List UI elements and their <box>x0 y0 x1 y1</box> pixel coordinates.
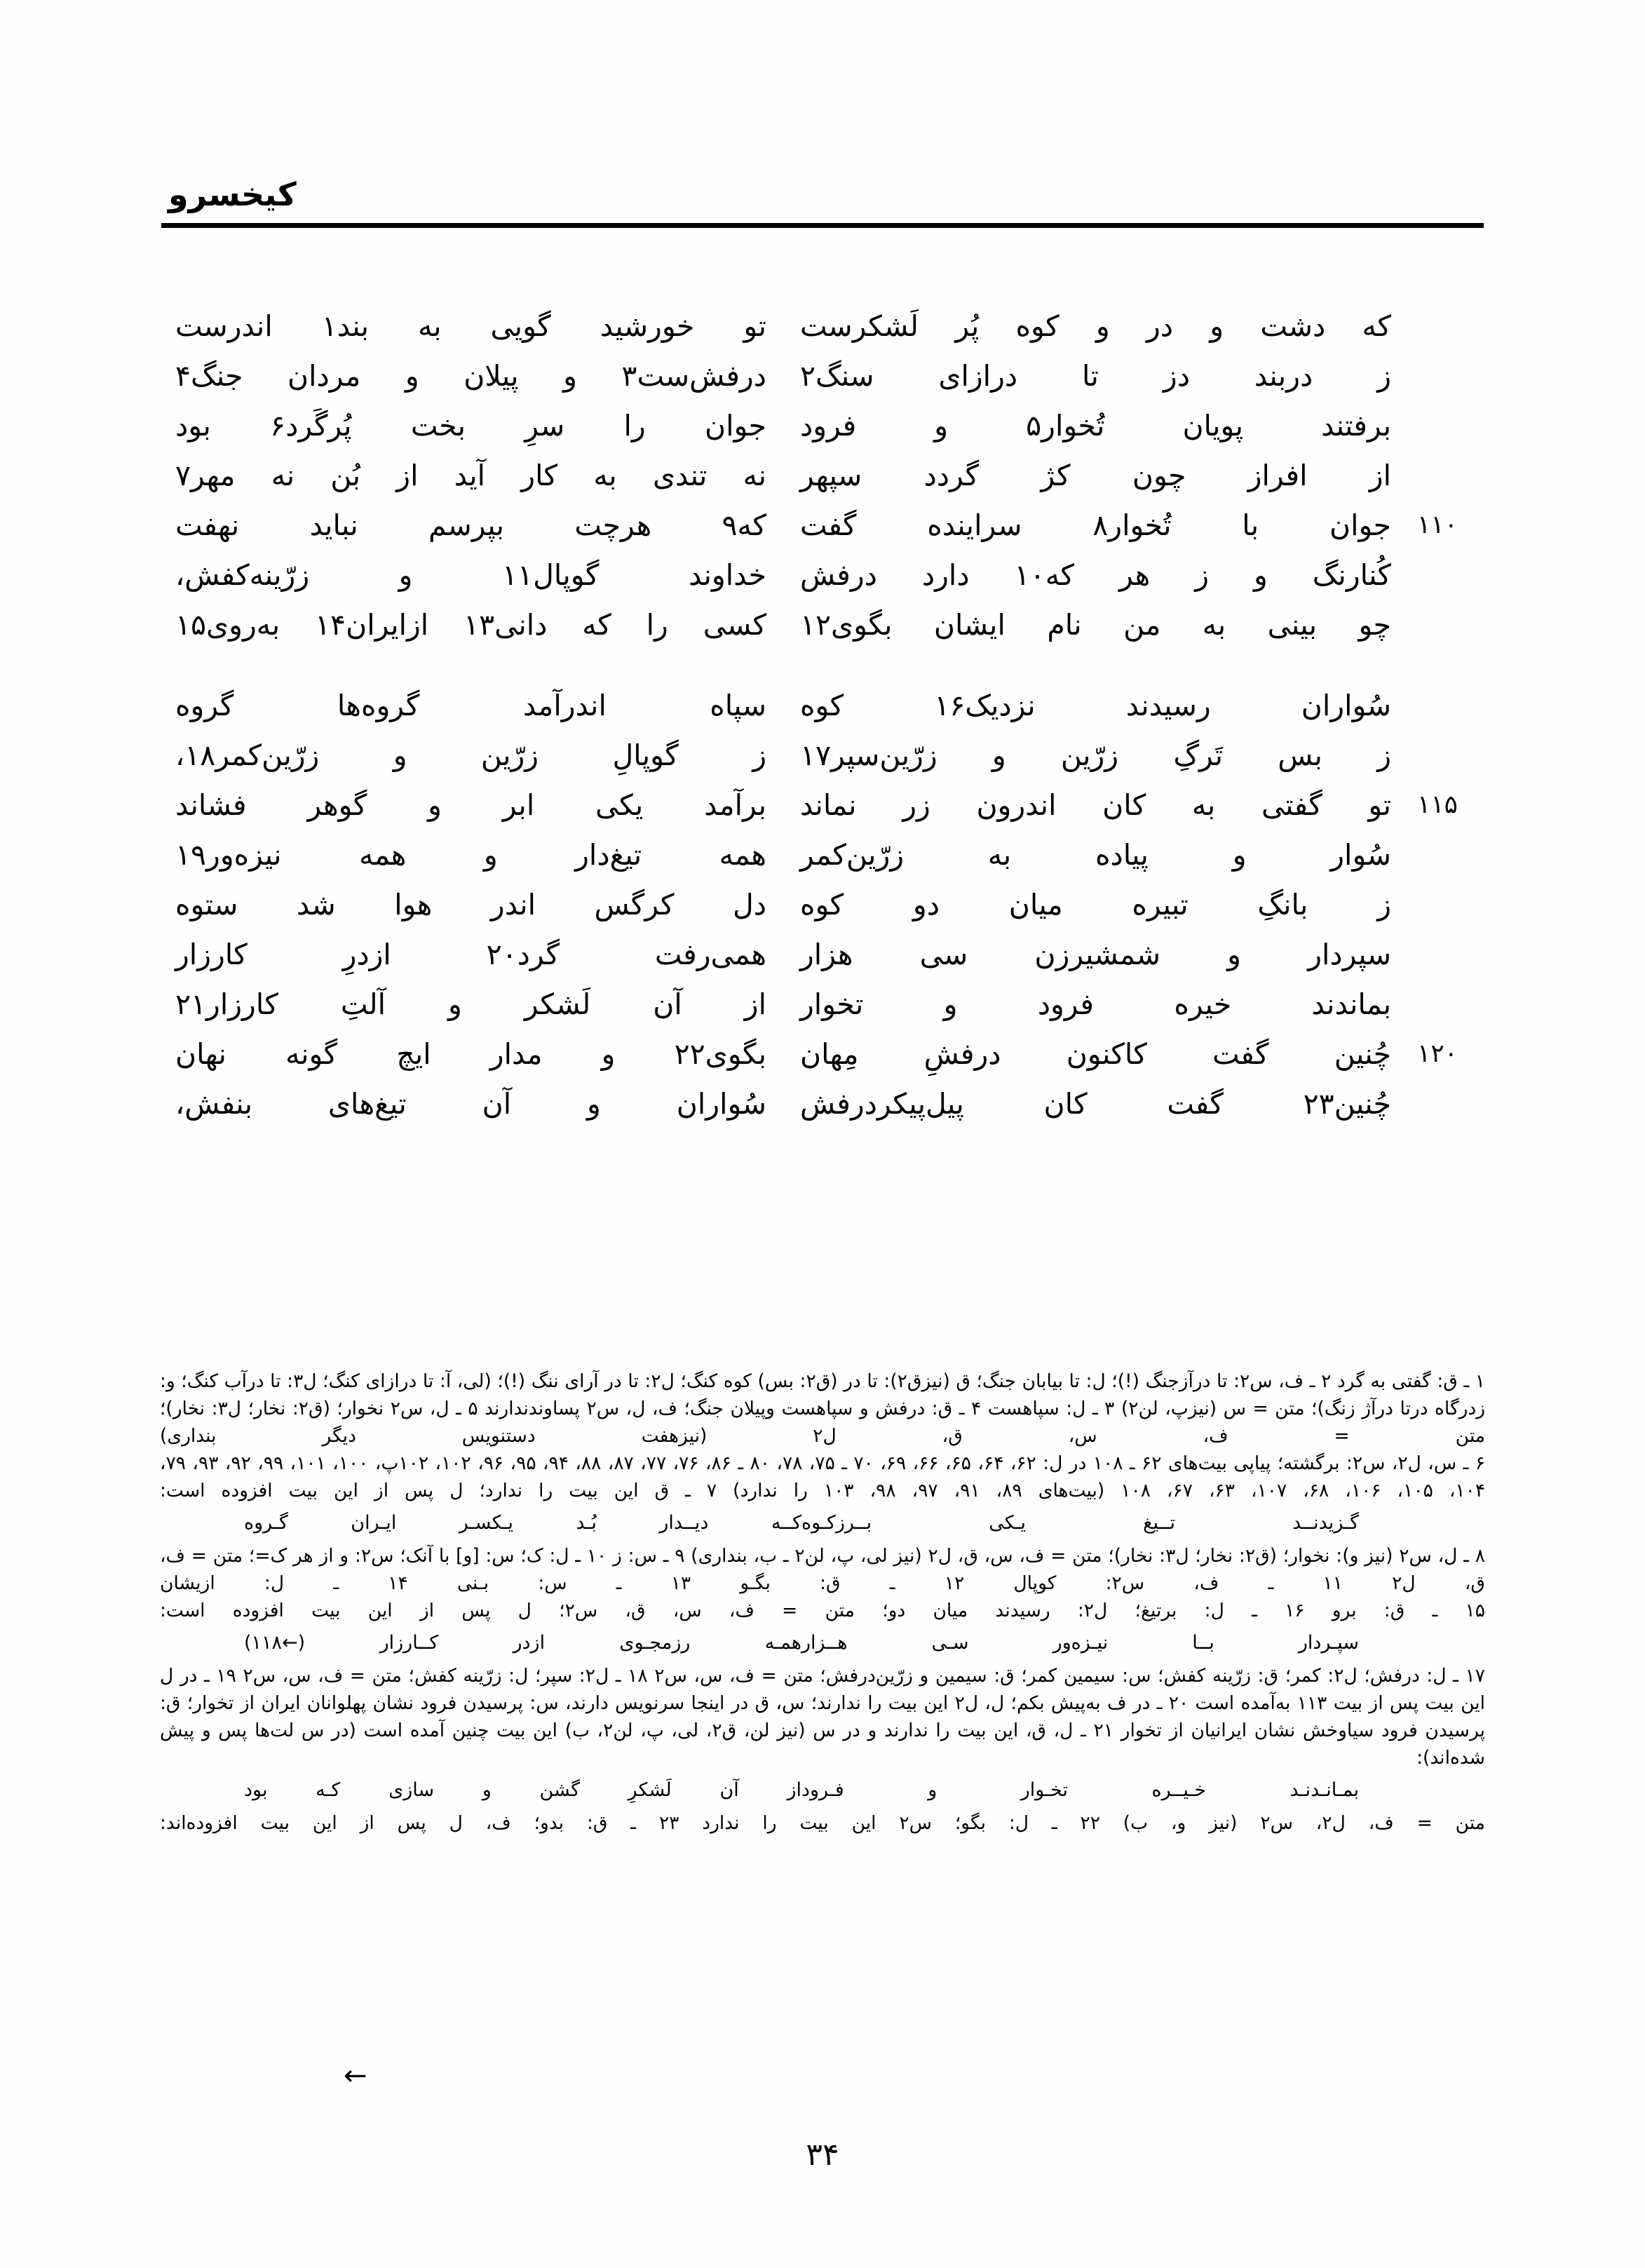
verse-line <box>175 980 1484 1030</box>
verse-number <box>1391 681 1484 691</box>
verse-line <box>175 600 1484 650</box>
hemistich-first: ز دربند دز تا درازای سنگ۲ <box>800 359 1391 393</box>
verse-line <box>175 830 1484 880</box>
hemistich-second: برآمد یکی ابر و گوهر فشاند <box>175 788 766 822</box>
verse-number: ۱۱۵ <box>1416 790 1458 819</box>
header-rule <box>161 223 1484 228</box>
footnote-entry: متن = ف، ل۲، س۲ (نیز و، ب) ۲۲ ـ ل: بگو؛ س۲ این بیت را ندارد ۲۳ ـ ق: بدو؛ ف، ل پس از این بیت افزوده‌اند: <box>160 1812 1486 1834</box>
verse-number <box>1391 401 1484 411</box>
verse-line <box>175 681 1484 731</box>
verse-line <box>175 1030 1484 1079</box>
hemistich-first: سُواران رسیدند نزدیک۱۶ کوه <box>800 689 1391 722</box>
hemistich-first: برفتند پویان تُخوار۵ و فرود <box>800 409 1391 443</box>
verse-line <box>175 880 1484 930</box>
verse-stanza <box>175 681 1484 1129</box>
verse-line <box>175 930 1484 980</box>
verse-line <box>175 731 1484 781</box>
footnote-entry: ۱ ـ ق: گفتی به گرد ۲ ـ ف، س۲: تا درآزجنگ (!)؛ ل: تا بیابان جنگ؛ ق (نیزق۲): تا در (ق۲: بس) کوه کنگ؛ ل۲: تا در آرای ننگ (!)؛ (لی، آ: تا درازای کنگ؛ ل۳: تا درآب کنگ؛ و: زدرگاه درتا درآژ زنگ)؛ متن = س (نیزپ، لن۲) ۳ ـ ل: سپاهست ۴ ـ ق: درفش و سپاهست وپیلان جنگ؛ ف، ل، س۲ پساوندندارند ۵ ـ ل، س۲ نخوار؛ (ق۲: نخار؛ ل۳: نخار)؛ متن = ف، س، ق، ل۲ (نیزهفت دستنویس دیگر بنداری) <box>160 1370 1486 1447</box>
footnote-hemistich-second: از آن لَشکرِ گشن و سازی کـه بود <box>244 1779 801 1801</box>
footnote-variant-verse <box>160 1627 1485 1659</box>
hemistich-first: کُنارنگ و ز هر که۱۰ دارد درفش <box>800 558 1391 592</box>
verse-body <box>175 302 1484 1160</box>
hemistich-second: دل کرگس اندر هوا شد ستوه <box>175 888 766 922</box>
verse-line <box>175 302 1484 351</box>
verse-line <box>175 451 1484 501</box>
verse-number <box>1391 600 1484 610</box>
hemistich-second: درفش‌ست۳ و پیلان و مردان جنگ۴ <box>175 359 766 393</box>
hemistich-first: تو گفتی به کان اندرون زر نماند <box>800 788 1391 822</box>
verse-line <box>175 551 1484 600</box>
verse-number <box>1391 1079 1484 1089</box>
footnote-variant-verse <box>160 1774 1485 1807</box>
verse-line <box>175 351 1484 401</box>
verse-number <box>1391 930 1484 940</box>
hemistich-first: چو بینی به من نام ایشان بگوی۱۲ <box>800 608 1391 642</box>
hemistich-second: نه تندی به کار آید از بُن نه مهر۷ <box>175 459 766 492</box>
page-number: ۳۴ <box>806 2137 839 2173</box>
hemistich-second: تو خورشید گویی به بند۱ اندرست <box>175 309 766 343</box>
verse-number <box>1391 551 1484 560</box>
verse-line <box>175 1079 1484 1129</box>
hemistich-second: جوان را سرِ بخت پُرگَرد۶ بود <box>175 409 766 443</box>
footnote-hemistich-first: گـزیدنــد تــیغ یـکی بــرزکـوه <box>801 1512 1359 1534</box>
verse-line <box>175 501 1484 551</box>
footnote-entry: ۱۵ ـ ق: برو ۱۶ ـ ل: برتیغ؛ ل۲: رسیدند میان دو؛ متن = ف، س، ق، س۲؛ ل پس از این بیت افزوده است: <box>160 1600 1486 1621</box>
hemistich-second: همی‌رفت گرد۲۰ ازدرِ کارزار <box>175 938 766 971</box>
footnote-entry: ۱۷ ـ ل: درفش؛ ل۲: کمر؛ ق: زرّینه کفش؛ س: سیمین کمر؛ ق: سیمین و زرّین‌درفش؛ متن = ف، س، س۲ ۱۸ ـ ل۲: سپر؛ ل: زرّینه کفش؛ متن = ف، س، س۲ ۱۹ ـ در ل این بیت پس از بیت ۱۱۳ به‌آمده است ۲۰ ـ در ف به‌پیش بکم؛ ل، ل۲ این بیت را ندارند؛ س، ق در اینجا سرنویس دارند، س: پرسیدن فرود نشان پهلوانان ایران از تخوار؛ ق: پرسیدن فرود سیاوخش نشان ایرانیان از تخوار ۲۱ ـ ل، ق، این بیت را ندارند و در س (نیز لن، ق۲، لی، پ، لن۲، ب) این بیت چنین آمده است (در س لت‌ها پس و پیش شده‌اند): <box>160 1665 1486 1769</box>
verse-number <box>1391 302 1484 311</box>
hemistich-second: از آن لَشکر و آلتِ کارزار۲۱ <box>175 987 766 1021</box>
hemistich-second: همه تیغ‌دار و همه نیزه‌ور۱۹ <box>175 838 766 872</box>
hemistich-first: سُوار و پیاده به زرّین‌کمر <box>800 838 1391 872</box>
verse-number <box>1391 731 1484 741</box>
verse-stanza <box>175 302 1484 650</box>
hemistich-first: که دشت و در و کوه پُر لَشکرست <box>800 309 1391 343</box>
hemistich-first: جوان با تُخوار۸ سراینده گفت <box>800 508 1391 542</box>
verse-number <box>1391 880 1484 890</box>
footnote-hemistich-second: همـه رزمجـوی ازدر کــارزار (←۱۱۸) <box>244 1632 801 1654</box>
footnote-entry: ۶ ـ س، ل۲، س۲: برگشته؛ پیاپی بیت‌های ۶۲ ـ ۱۰۸ در ل: ۶۲، ۶۴، ۶۵، ۶۶، ۶۹، ۷۰ ـ ۷۵، ۷۸، ۸۰ ـ ۸۶، ۷۶، ۷۷، ۸۷، ۸۸، ۹۴، ۹۵، ۹۶، ۱۰۲، ۱۰۲پ، ۱۰۰، ۱۰۱، ۹۹، ۹۲، ۹۳، ۷۹، ۱۰۴، ۱۰۵، ۱۰۶، ۶۸، ۱۰۷، ۶۳، ۶۷، ۱۰۸ (بیت‌های ۸۹، ۹۱، ۹۷، ۹۸، ۱۰۳ را ندارد) ۷ ـ ق این بیت را ندارد؛ ل پس از این بیت افزوده است: <box>160 1452 1486 1501</box>
verse-line <box>175 781 1484 830</box>
footnote-hemistich-first: بمـانـدنـد خـیــره تخـوار و فـرود <box>801 1779 1359 1801</box>
hemistich-second: سپاه اندرآمد گروه‌ها گروه <box>175 689 766 722</box>
running-title: کیخسرو <box>168 175 297 213</box>
verse-number <box>1391 980 1484 990</box>
verse-number <box>1391 451 1484 461</box>
hemistich-first: بماندند خیره فرود و تخوار <box>800 987 1391 1021</box>
verse-number <box>1391 351 1484 361</box>
verse-number <box>1391 830 1484 840</box>
page-header <box>161 175 1484 259</box>
verse-number: ۱۲۰ <box>1416 1039 1458 1068</box>
hemistich-second: خداوند گوپال۱۱ و زرّینه‌کفش، <box>175 558 766 592</box>
hemistich-second: بگوی۲۲ و مدار ایچ گونه نهان <box>175 1037 766 1071</box>
footnote-entry: ۸ ـ ل، س۲ (نیز و): نخوار؛ (ق۲: نخار؛ ل۳: نخار)؛ متن = ف، س، ق، ل۲ (نیز لی، پ، لن۲ ـ ب، بنداری) ۹ ـ س: ز ۱۰ ـ ل: ک؛ س: [و] با آنک؛ س۲: و از هر ک=؛ متن = ف، ق، ل۲ ۱۱ ـ ف، س۲: کوپال ۱۲ ـ ق: بگـو ۱۳ ـ س: بـنی ۱۴ ـ ل: ازیشان <box>160 1545 1485 1594</box>
hemistich-first: سپردار و شمشیرزن سی هزار <box>800 938 1391 971</box>
hemistich-second: که۹ هرچت بپرسم نباید نهفت <box>175 508 766 542</box>
footnote-apparatus <box>160 1368 1485 1837</box>
verse-number: ۱۱۰ <box>1416 511 1458 539</box>
hemistich-first: از افراز چون کژ گردد سپهر <box>800 459 1391 492</box>
hemistich-first: ز بس تَرگِ زرّین و زرّین‌سپر۱۷ <box>800 738 1391 772</box>
footnote-hemistich-first: سپـردار بــا نیـزه‌ور سـی هــزار <box>801 1632 1359 1654</box>
hemistich-first: چُنین گفت کاکنون درفشِ مِهان <box>800 1037 1391 1071</box>
hemistich-first: چُنین۲۳ گفت کان پیل‌پیکردرفش <box>800 1087 1391 1121</box>
footnote-hemistich-second: کــه دیــدار بُـد یـکسـر ایـران گـروه <box>244 1512 801 1534</box>
hemistich-first: ز بانگِ تبیره میان دو کوه <box>800 888 1391 922</box>
hemistich-second: ز گوپالِ زرّین و زرّین‌کمر۱۸، <box>175 738 766 772</box>
footnote-variant-verse <box>160 1507 1485 1539</box>
verse-line <box>175 401 1484 451</box>
continuation-arrow-icon: ← <box>344 2060 367 2092</box>
hemistich-second: کسی را که دانی۱۳ ازایران۱۴ به‌روی۱۵ <box>175 608 766 642</box>
hemistich-second: سُواران و آن تیغ‌های بنفش، <box>175 1087 766 1121</box>
